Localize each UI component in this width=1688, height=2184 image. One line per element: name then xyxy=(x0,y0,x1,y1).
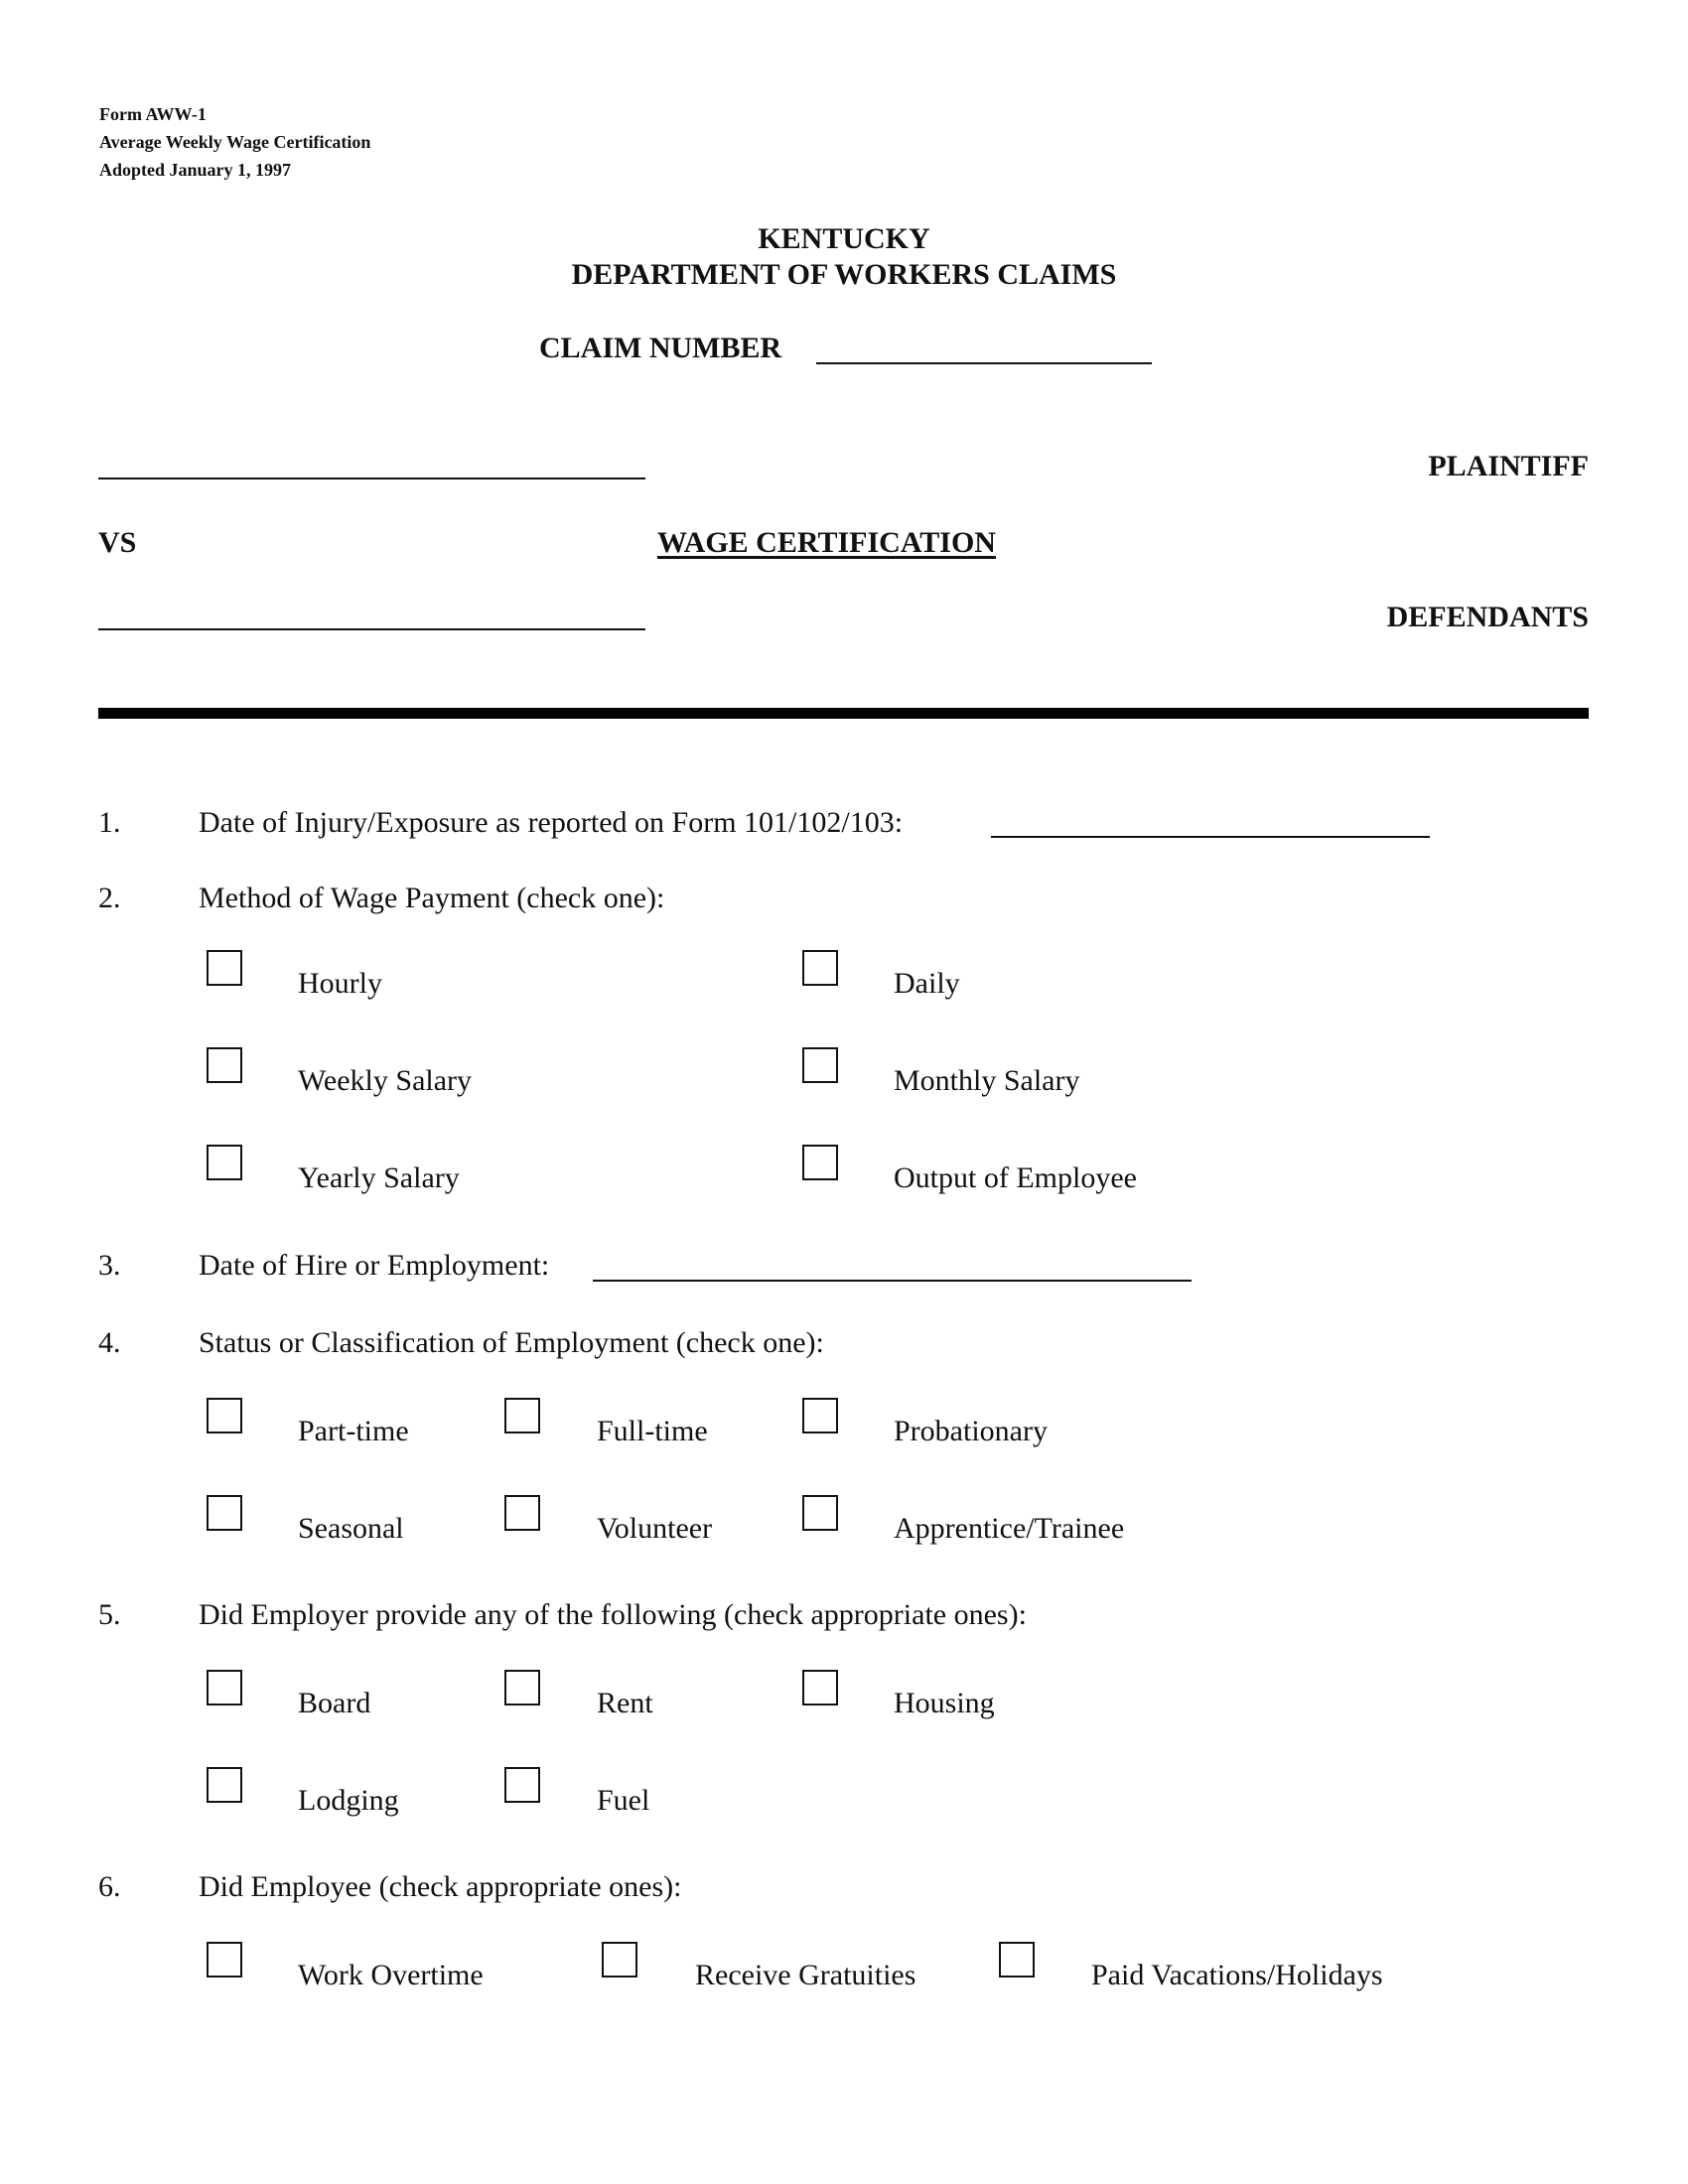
daily-label: Daily xyxy=(894,967,960,1000)
hire-date-field[interactable] xyxy=(593,1280,1192,1282)
housing-checkbox[interactable] xyxy=(802,1670,838,1706)
form-adopted-date: Adopted January 1, 1997 xyxy=(99,160,292,180)
form-header xyxy=(99,100,370,184)
hourly-checkbox[interactable] xyxy=(207,950,242,986)
q3-text: Date of Hire or Employment: xyxy=(199,1249,550,1282)
board-label: Board xyxy=(298,1687,371,1719)
apprentice-trainee-checkbox[interactable] xyxy=(802,1495,838,1531)
plaintiff-label: PLAINTIFF xyxy=(1428,450,1589,482)
yearly-salary-checkbox[interactable] xyxy=(207,1145,242,1180)
q2-number: 2. xyxy=(98,882,121,914)
output-of-employee-checkbox[interactable] xyxy=(802,1145,838,1180)
weekly-salary-label: Weekly Salary xyxy=(298,1064,473,1097)
rent-label: Rent xyxy=(597,1687,653,1719)
weekly-salary-checkbox[interactable] xyxy=(207,1047,242,1083)
q5-text: Did Employer provide any of the following (check appropriate ones): xyxy=(199,1598,1027,1631)
q6-number: 6. xyxy=(98,1870,121,1903)
part-time-checkbox[interactable] xyxy=(207,1398,242,1433)
output-of-employee-label: Output of Employee xyxy=(894,1161,1137,1194)
fuel-checkbox[interactable] xyxy=(504,1767,540,1803)
receive-gratuities-label: Receive Gratuities xyxy=(695,1959,916,1991)
claim-number-label: CLAIM NUMBER xyxy=(539,332,782,364)
lodging-checkbox[interactable] xyxy=(207,1767,242,1803)
volunteer-label: Volunteer xyxy=(597,1512,713,1545)
form-name: Average Weekly Wage Certification xyxy=(99,132,371,152)
fuel-label: Fuel xyxy=(597,1784,650,1817)
injury-date-field[interactable] xyxy=(991,836,1430,838)
part-time-label: Part-time xyxy=(298,1415,409,1447)
lodging-label: Lodging xyxy=(298,1784,399,1817)
q4-text: Status or Classification of Employment (check one): xyxy=(199,1326,824,1359)
seasonal-label: Seasonal xyxy=(298,1512,404,1545)
department-title: DEPARTMENT OF WORKERS CLAIMS xyxy=(571,258,1117,291)
q1-number: 1. xyxy=(98,806,121,839)
paid-vacations-holidays-checkbox[interactable] xyxy=(999,1942,1035,1978)
state-title: KENTUCKY xyxy=(758,222,930,255)
q3-number: 3. xyxy=(98,1249,121,1282)
apprentice-trainee-label: Apprentice/Trainee xyxy=(894,1512,1125,1545)
hourly-label: Hourly xyxy=(298,967,382,1000)
housing-label: Housing xyxy=(894,1687,995,1719)
paid-vacations-holidays-label: Paid Vacations/Holidays xyxy=(1091,1959,1383,1991)
q6-text: Did Employee (check appropriate ones): xyxy=(199,1870,682,1903)
yearly-salary-label: Yearly Salary xyxy=(298,1161,460,1194)
monthly-salary-checkbox[interactable] xyxy=(802,1047,838,1083)
receive-gratuities-checkbox[interactable] xyxy=(602,1942,637,1978)
daily-checkbox[interactable] xyxy=(802,950,838,986)
form-id: Form AWW-1 xyxy=(99,104,207,124)
q2-text: Method of Wage Payment (check one): xyxy=(199,882,665,914)
probationary-label: Probationary xyxy=(894,1415,1048,1447)
section-divider xyxy=(98,708,1589,719)
full-time-label: Full-time xyxy=(597,1415,708,1447)
work-overtime-label: Work Overtime xyxy=(298,1959,484,1991)
work-overtime-checkbox[interactable] xyxy=(207,1942,242,1978)
full-time-checkbox[interactable] xyxy=(504,1398,540,1433)
board-checkbox[interactable] xyxy=(207,1670,242,1706)
monthly-salary-label: Monthly Salary xyxy=(894,1064,1080,1097)
defendants-label: DEFENDANTS xyxy=(1386,601,1589,633)
probationary-checkbox[interactable] xyxy=(802,1398,838,1433)
defendants-name-field[interactable] xyxy=(98,628,645,630)
vs-label: VS xyxy=(98,526,137,559)
plaintiff-name-field[interactable] xyxy=(98,478,645,479)
volunteer-checkbox[interactable] xyxy=(504,1495,540,1531)
rent-checkbox[interactable] xyxy=(504,1670,540,1706)
document-title: WAGE CERTIFICATION xyxy=(657,526,996,559)
claim-number-field[interactable] xyxy=(816,362,1152,364)
q5-number: 5. xyxy=(98,1598,121,1631)
q4-number: 4. xyxy=(98,1326,121,1359)
q1-text: Date of Injury/Exposure as reported on Form 101/102/103: xyxy=(199,806,904,839)
seasonal-checkbox[interactable] xyxy=(207,1495,242,1531)
